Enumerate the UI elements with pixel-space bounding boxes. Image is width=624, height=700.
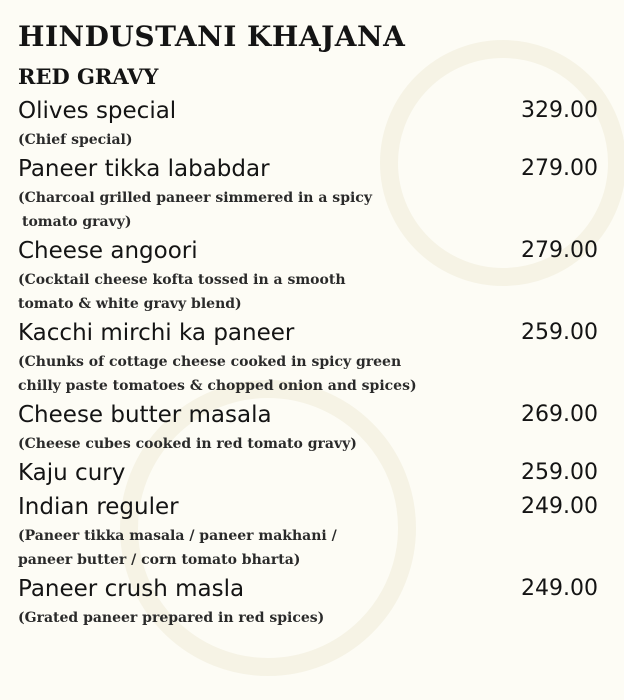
- menu-item: [18, 490, 600, 572]
- menu-item-description: [18, 186, 600, 234]
- menu-item: [18, 316, 600, 398]
- menu-item-price: 249.00: [521, 576, 598, 601]
- description-line: (Chunks of cottage cheese cooked in spicy green: [18, 354, 402, 370]
- menu-item-name: Indian reguler: [18, 494, 179, 520]
- menu-item-row: [18, 572, 600, 606]
- menu-item-name: Cheese angoori: [18, 238, 198, 264]
- description-line: (Cocktail cheese kofta tossed in a smooth: [18, 272, 346, 288]
- menu-item-price: 249.00: [521, 494, 598, 519]
- description-line: tomato gravy): [22, 214, 132, 230]
- menu-item-description: [18, 432, 600, 456]
- menu-item-description: [18, 128, 600, 152]
- description-line: (Grated paneer prepared in red spices): [18, 610, 325, 626]
- description-line: paneer butter / corn tomato bharta): [18, 552, 301, 568]
- menu-item-description: [18, 268, 600, 316]
- menu-item-name: Paneer tikka lababdar: [18, 156, 270, 182]
- menu-item-name: Paneer crush masla: [18, 576, 245, 602]
- menu-item: [18, 234, 600, 316]
- section-title: RED GRAVY: [18, 64, 159, 89]
- menu-item-description: [18, 524, 600, 572]
- description-line: tomato & white gravy blend): [18, 296, 242, 312]
- menu-item-row: [18, 398, 600, 432]
- menu-item-name: Olives special: [18, 98, 177, 124]
- menu-item: [18, 152, 600, 234]
- menu-item-price: 259.00: [521, 460, 598, 485]
- menu-item: [18, 398, 600, 456]
- menu-item-row: [18, 94, 600, 128]
- menu-item-price: 329.00: [521, 98, 598, 123]
- menu-item-row: [18, 490, 600, 524]
- menu-item-description: [18, 350, 600, 398]
- menu-title: HINDUSTANI KHAJANA: [18, 20, 406, 53]
- menu-item-name: Kacchi mirchi ka paneer: [18, 320, 295, 346]
- menu-item: [18, 456, 600, 490]
- menu-item-row: [18, 316, 600, 350]
- menu-item-name: Cheese butter masala: [18, 402, 272, 428]
- menu-page: [18, 14, 600, 630]
- menu-item-row: [18, 152, 600, 186]
- menu-item-price: 259.00: [521, 320, 598, 345]
- menu-item-price: 269.00: [521, 402, 598, 427]
- description-line: (Paneer tikka masala / paneer makhani /: [18, 528, 337, 544]
- menu-item-list: [18, 94, 600, 630]
- description-line: chilly paste tomatoes & chopped onion and spices): [18, 378, 417, 394]
- menu-item-row: [18, 456, 600, 490]
- menu-item-price: 279.00: [521, 156, 598, 181]
- menu-item: [18, 94, 600, 152]
- description-line: (Charcoal grilled paneer simmered in a spicy: [18, 190, 372, 206]
- description-line: (Chief special): [18, 132, 133, 148]
- menu-item-description: [18, 606, 600, 630]
- menu-item-row: [18, 234, 600, 268]
- menu-item-name: Kaju cury: [18, 460, 126, 486]
- menu-item-price: 279.00: [521, 238, 598, 263]
- description-line: (Cheese cubes cooked in red tomato gravy): [18, 436, 357, 452]
- menu-item: [18, 572, 600, 630]
